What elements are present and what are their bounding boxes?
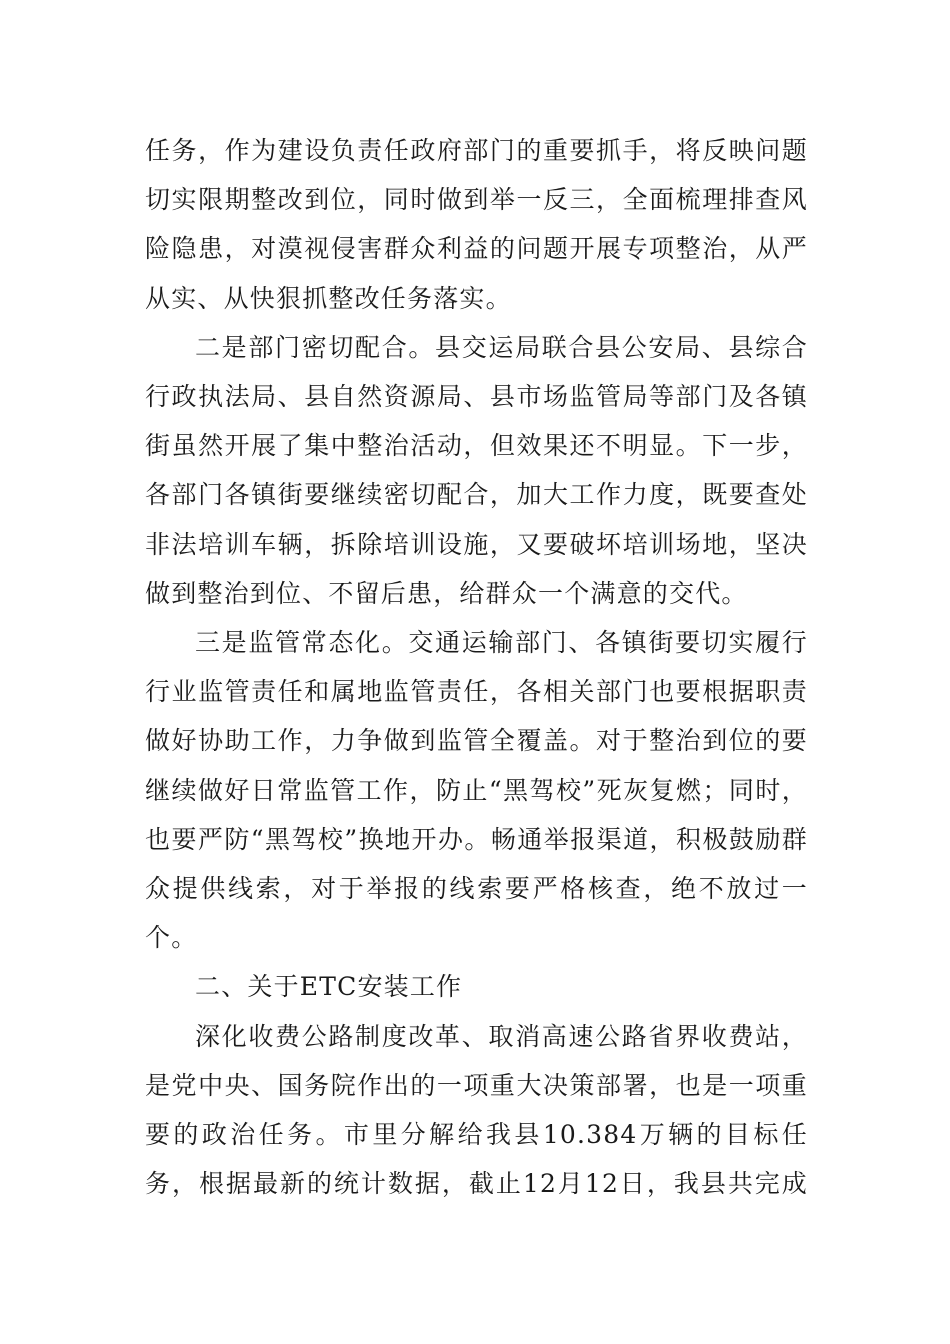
section-heading-etc: 二、关于ETC安装工作	[195, 972, 463, 1002]
document-body	[145, 126, 808, 1208]
paragraph-continuation: 任务，作为建设负责任政府部门的重要抓手，将反映问题切实限期整改到位，同时做到举一反三，全面梳理排查风险隐患，对漠视侵害群众利益的问题开展专项整治，从严从实、从快狠抓整改任务落实。	[145, 136, 808, 313]
paragraph-regular-supervision: 三是监管常态化。交通运输部门、各镇街要切实履行行业监管责任和属地监管责任，各相关部门也要根据职责做好协助工作，力争做到监管全覆盖。对于整治到位的要继续做好日常监管工作，防止“黑驾校”死灰复燃；同时，也要严防“黑驾校”换地开办。畅通举报渠道，积极鼓励群众提供线索，对于举报的线索要严格核查，绝不放过一个。	[145, 628, 808, 953]
paragraph-etc-installation: 深化收费公路制度改革、取消高速公路省界收费站，是党中央、国务院作出的一项重大决策部署，也是一项重要的政治任务。市里分解给我县10.384万辆的目标任务，根据最新的统计数据，截止12月12日，我县共完成	[145, 1021, 808, 1199]
paragraph-department-cooperation: 二是部门密切配合。县交运局联合县公安局、县综合行政执法局、县自然资源局、县市场监管局等部门及各镇街虽然开展了集中整治活动，但效果还不明显。下一步，各部门各镇街要继续密切配合，加大工作力度，既要查处非法培训车辆，拆除培训设施，又要破坏培训场地，坚决做到整治到位、不留后患，给群众一个满意的交代。	[145, 332, 808, 608]
